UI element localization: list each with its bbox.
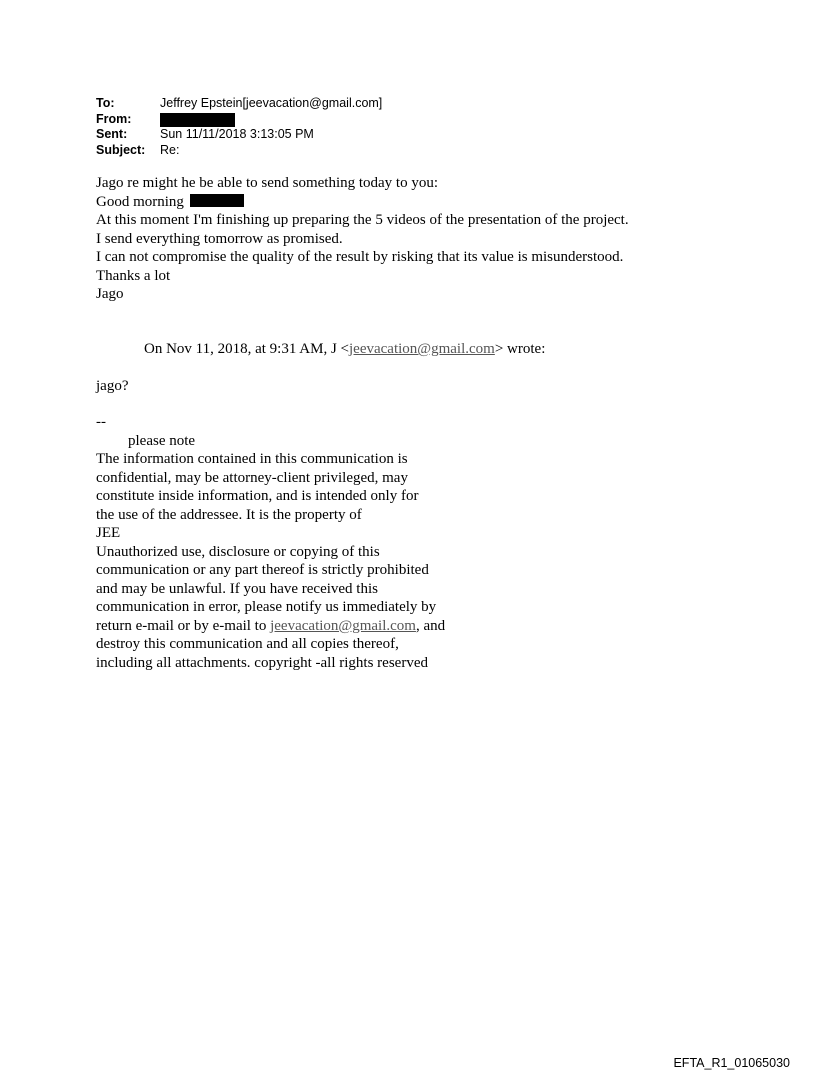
signature-email-prefix: return e-mail or by e-mail to	[96, 617, 271, 634]
from-row	[96, 112, 382, 128]
signature-block	[96, 413, 445, 672]
sent-value: Sun 11/11/2018 3:13:05 PM	[160, 127, 314, 141]
signature-line: including all attachments. copyright -all rights reserved	[96, 654, 428, 671]
email-header	[96, 96, 382, 158]
signature-please-note: please note	[128, 432, 196, 449]
subject-label: Subject:	[96, 142, 146, 157]
signature-email-link[interactable]: jeevacation@gmail.com	[270, 617, 416, 634]
message-line: Thanks a lot	[96, 267, 171, 284]
signature-separator: --	[96, 414, 106, 430]
subject-value: Re:	[160, 142, 180, 157]
signature-line: Unauthorized use, disclosure or copying of this	[96, 543, 380, 560]
message-line: I can not compromise the quality of the result by risking that its value is misunderstood.	[96, 249, 624, 265]
sent-label: Sent:	[96, 127, 128, 141]
signature-line: JEE	[96, 525, 121, 541]
signature-line: constitute inside information, and is intended only for	[96, 488, 419, 504]
quoted-intro-prefix: On Nov 11, 2018, at 9:31 AM, J <	[144, 341, 349, 357]
signature-line: communication in error, please notify us immediately by	[96, 599, 437, 615]
quoted-email-link[interactable]: jeevacation@gmail.com	[349, 341, 495, 357]
to-row	[96, 96, 382, 112]
signature-line: communication or any part thereof is strictly prohibited	[96, 562, 429, 578]
document-id: EFTA_R1_01065030	[673, 1056, 790, 1070]
subject-row	[96, 143, 382, 159]
message-line: Jago re might he be able to send something today to you:	[96, 175, 439, 191]
quoted-intro	[144, 340, 545, 359]
signature-email-line	[96, 617, 445, 636]
message-line: Jago	[96, 286, 124, 302]
name-redaction-bar	[190, 194, 244, 207]
to-label: To:	[96, 96, 115, 110]
signature-line: destroy this communication and all copies thereof,	[96, 636, 399, 652]
quoted-intro-suffix: > wrote:	[494, 341, 546, 357]
to-value: Jeffrey Epstein[jeevacation@gmail.com]	[160, 96, 383, 110]
from-redaction-bar	[160, 113, 235, 127]
signature-email-suffix: , and	[415, 617, 446, 634]
greeting-text: Good morning	[96, 193, 184, 210]
quoted-reply: jago?	[96, 378, 129, 394]
signature-line: The information contained in this communication is	[96, 451, 408, 467]
message-body	[96, 174, 629, 304]
signature-line: confidential, may be attorney-client privileged, may	[96, 469, 408, 486]
signature-line: and may be unlawful. If you have received this	[96, 580, 378, 597]
message-line: I send everything tomorrow as promised.	[96, 230, 343, 247]
sent-row	[96, 127, 382, 143]
message-line: At this moment I'm finishing up preparing the 5 videos of the presentation of the project.	[96, 212, 629, 228]
signature-line: the use of the addressee. It is the property of	[96, 506, 362, 523]
from-label: From:	[96, 111, 132, 126]
greeting-line	[96, 193, 629, 212]
